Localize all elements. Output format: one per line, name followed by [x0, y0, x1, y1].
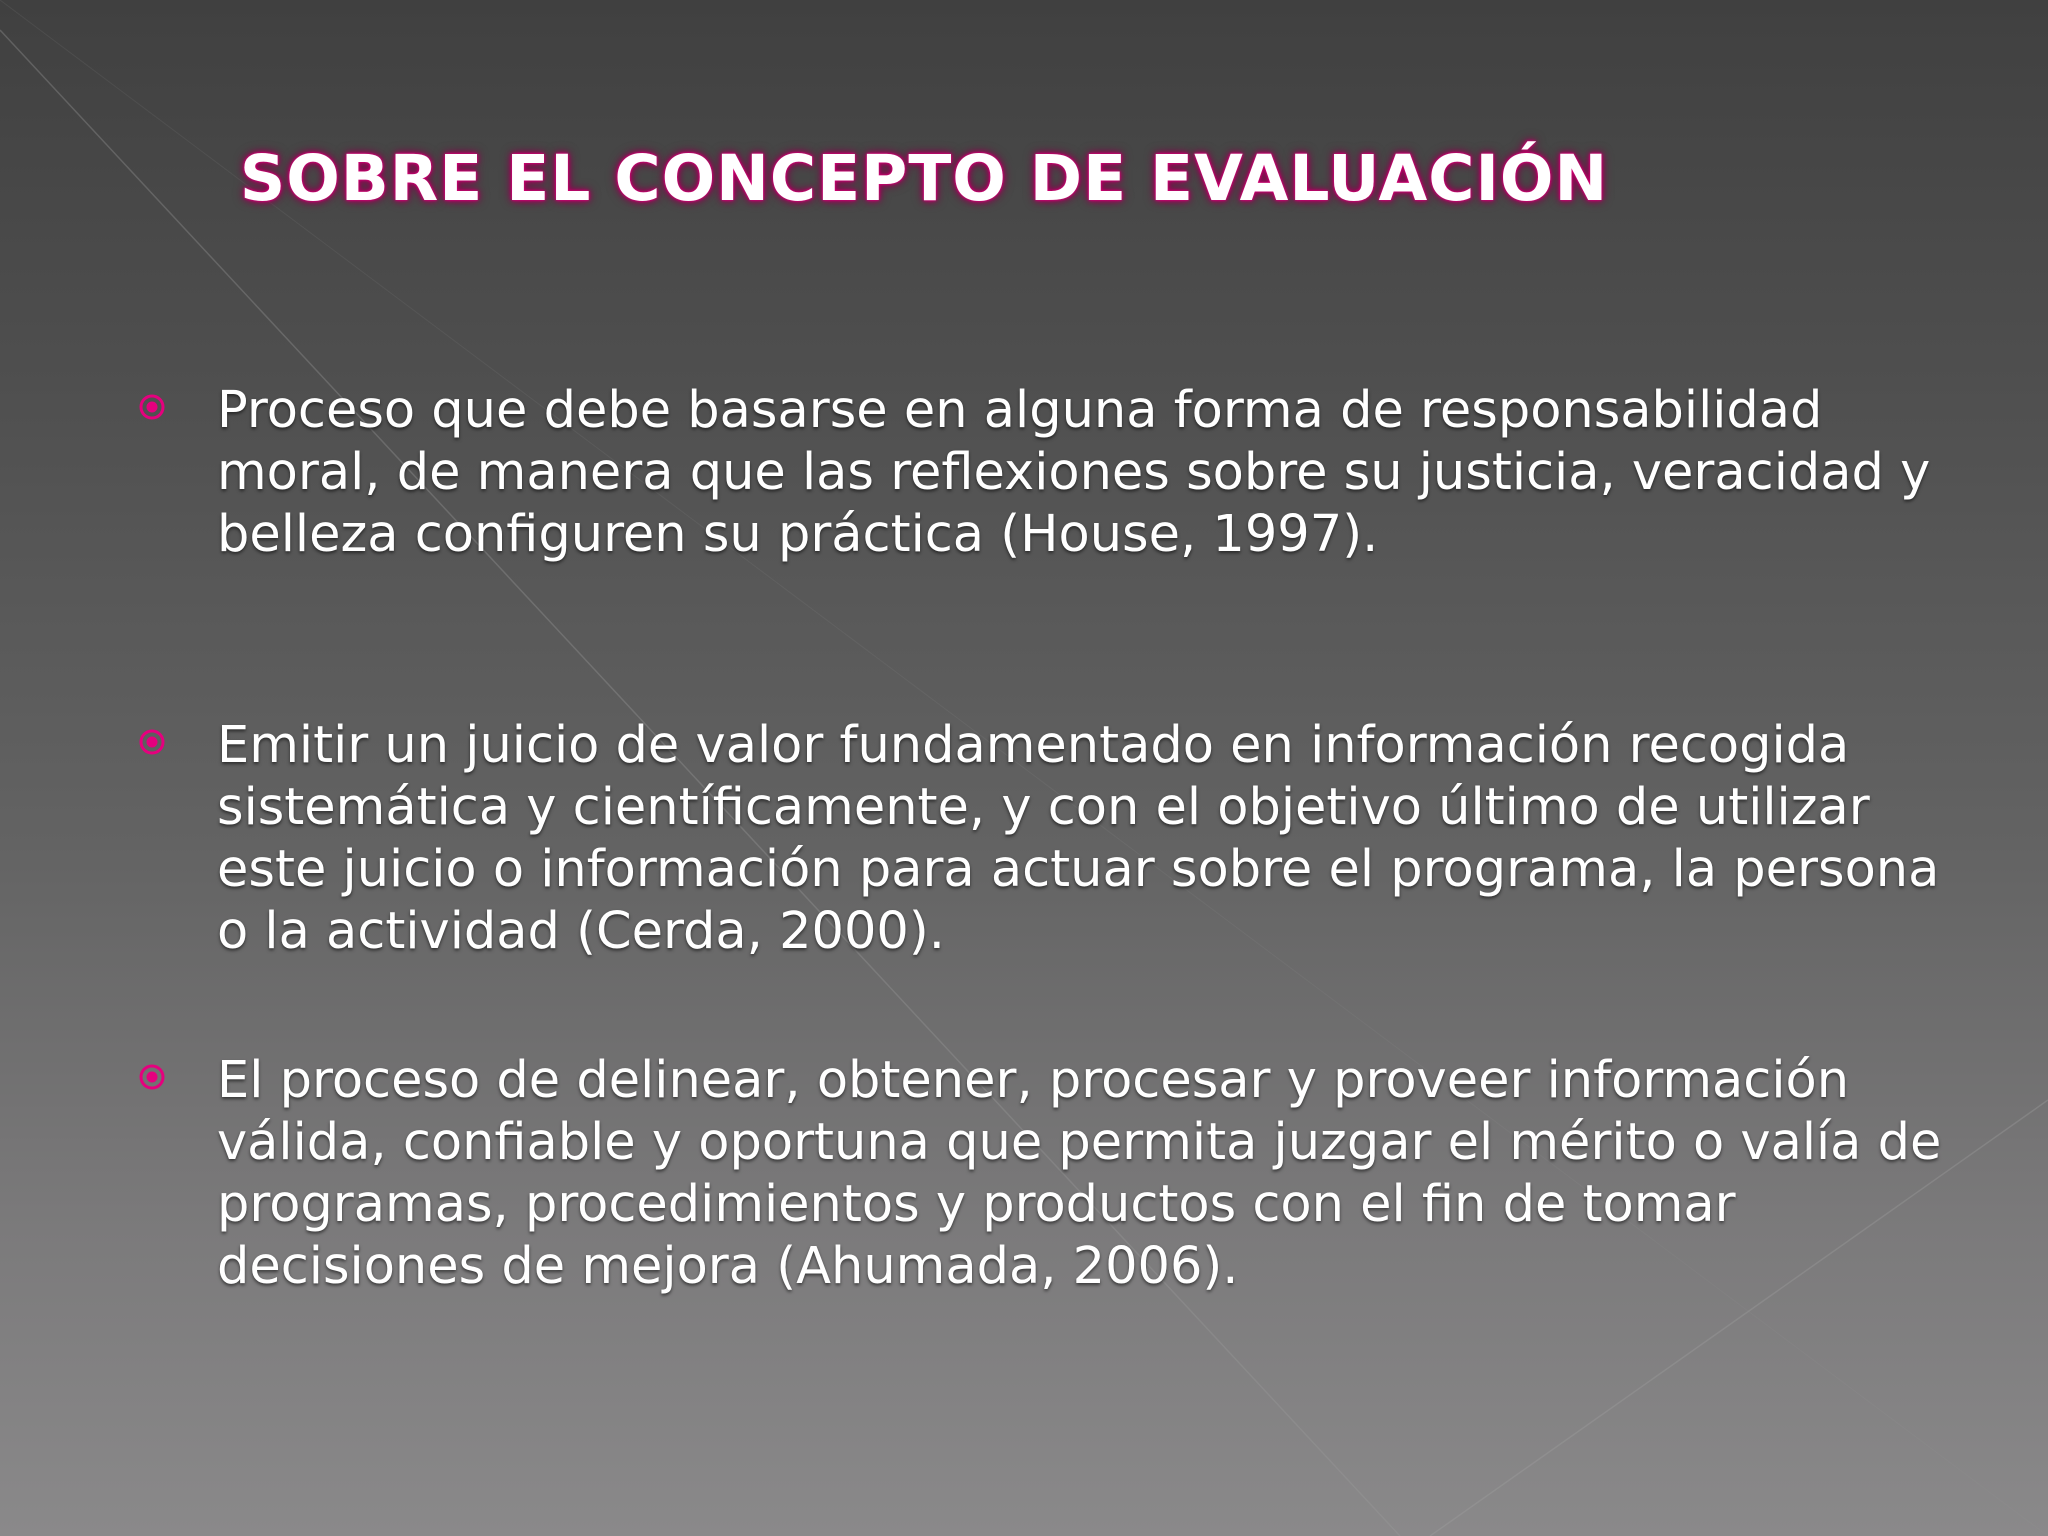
circle-dot-icon — [137, 392, 167, 422]
bullet-text: El proceso de delinear, obtener, procesar y proveer información válida, confiable y oportuna que permita juzgar el mérito o valía de programas, procedimientos y productos con el fin de tomar decisiones de mejora (Ahumada, 2006). — [217, 1051, 1942, 1296]
slide-title: SOBRE EL CONCEPTO DE EVALUACIÓN — [239, 142, 1609, 216]
bullet-text: Emitir un juicio de valor fundamentado en información recogida sistemática y científicamente, y con el objetivo último de utilizar este juicio o información para actuar sobre el programa, la persona o la actividad (Cerda, 2000). — [217, 716, 1940, 961]
bullet-text: Proceso que debe basarse en alguna forma de responsabilidad moral, de manera que las reflexiones sobre su justicia, veracidad y belleza configuren su práctica (House, 1997). — [217, 381, 1931, 564]
circle-dot-icon — [137, 727, 167, 757]
circle-dot-icon — [137, 1062, 167, 1092]
